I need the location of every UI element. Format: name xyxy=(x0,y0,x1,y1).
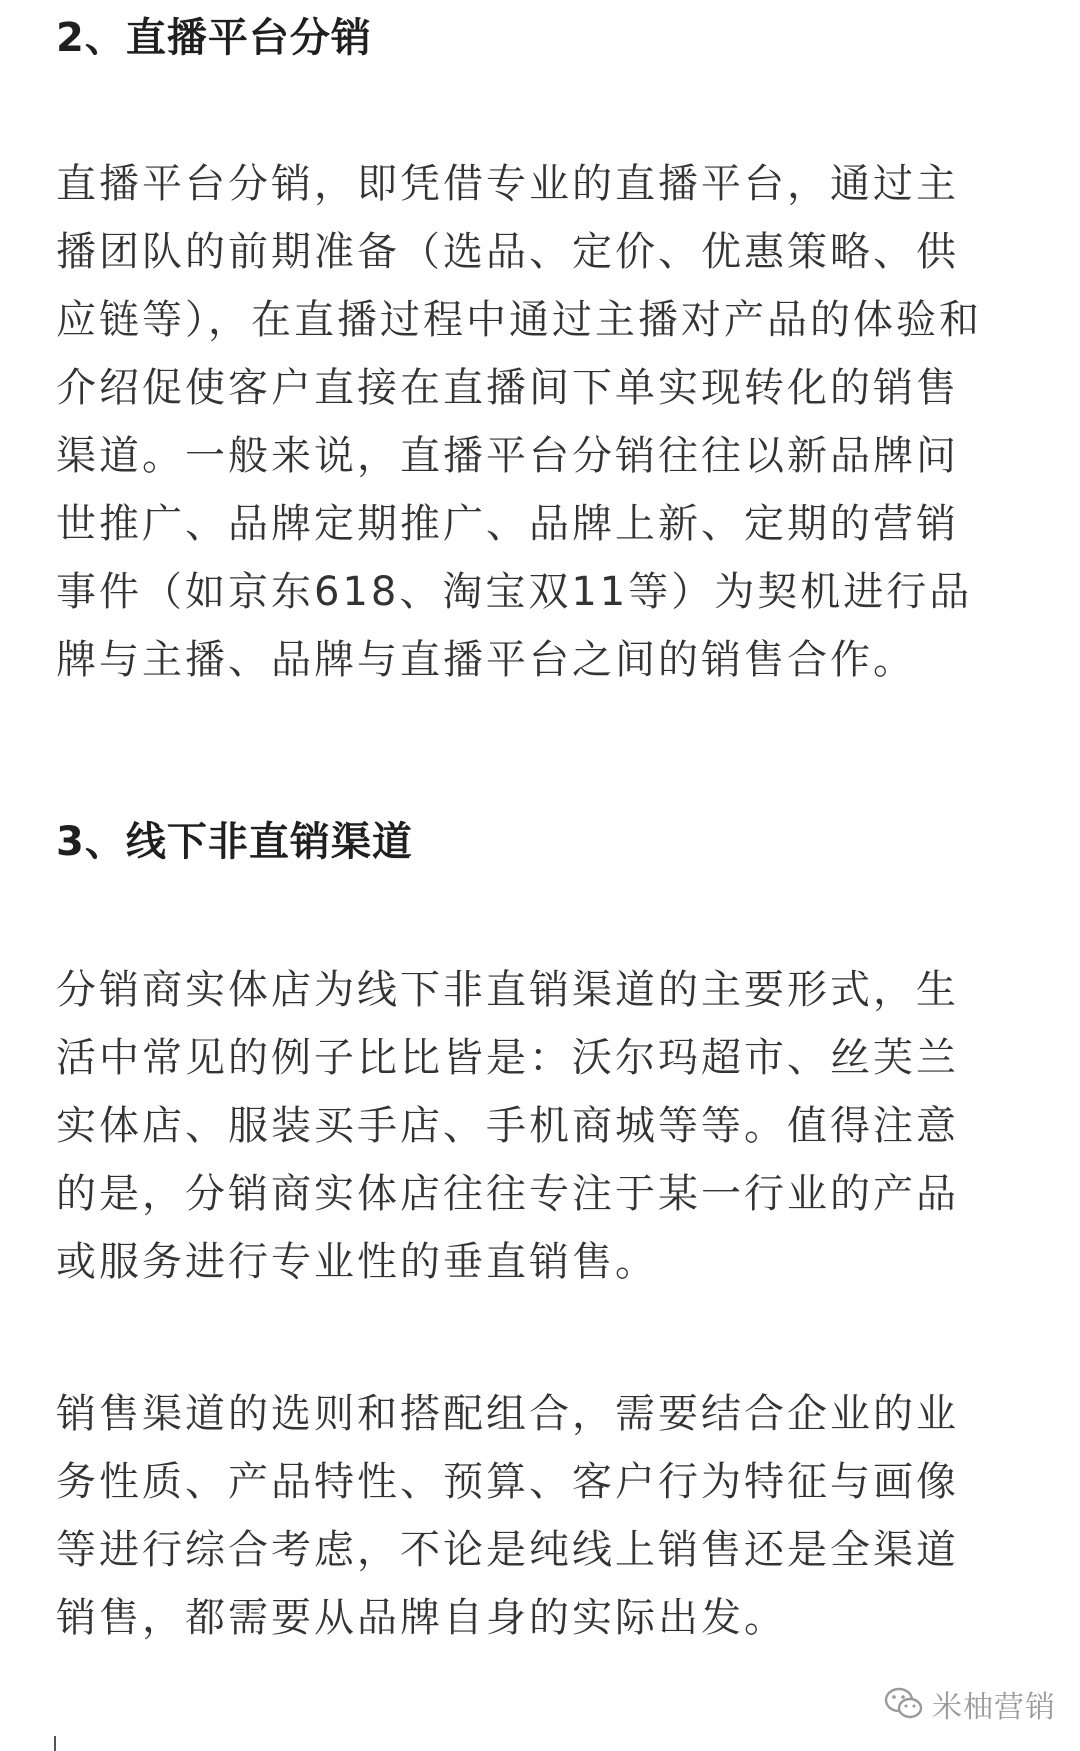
watermark-text: 米柚营销 xyxy=(932,1690,1056,1725)
closing-paragraph: 销售渠道的选则和搭配组合，需要结合企业的业务性质、产品特性、预算、客户行为特征与画像等进行综合考虑，不论是纯线上销售还是全渠道销售，都需要从品牌自身的实际出发。 xyxy=(56,1391,959,1641)
section-heading-2: 2、直播平台分销 xyxy=(56,15,372,61)
section-heading-3: 3、线下非直销渠道 xyxy=(56,819,413,865)
section-3-paragraph: 分销商实体店为线下非直销渠道的主要形式，生活中常见的例子比比皆是：沃尔玛超市、丝芙兰实体店、服装买手店、手机商城等等。值得注意的是，分销商实体店往往专注于某一行业的产品或服务进行专业性的垂直销售。 xyxy=(56,967,959,1285)
section-2-paragraph: 直播平台分销，即凭借专业的直播平台，通过主播团队的前期准备（选品、定价、优惠策略、供应链等），在直播过程中通过主播对产品的体验和介绍促使客户直接在直播间下单实现转化的销售渠道。一般来说，直播平台分销往往以新品牌问世推广、品牌定期推广、品牌上新、定期的营销事件（如京东618、淘宝双11等）为契机进行品牌与主播、品牌与直播平台之间的销售合作。 xyxy=(56,161,982,683)
text-cursor xyxy=(54,1736,56,1751)
wechat-icon xyxy=(884,1687,924,1721)
watermark xyxy=(884,1682,1056,1726)
